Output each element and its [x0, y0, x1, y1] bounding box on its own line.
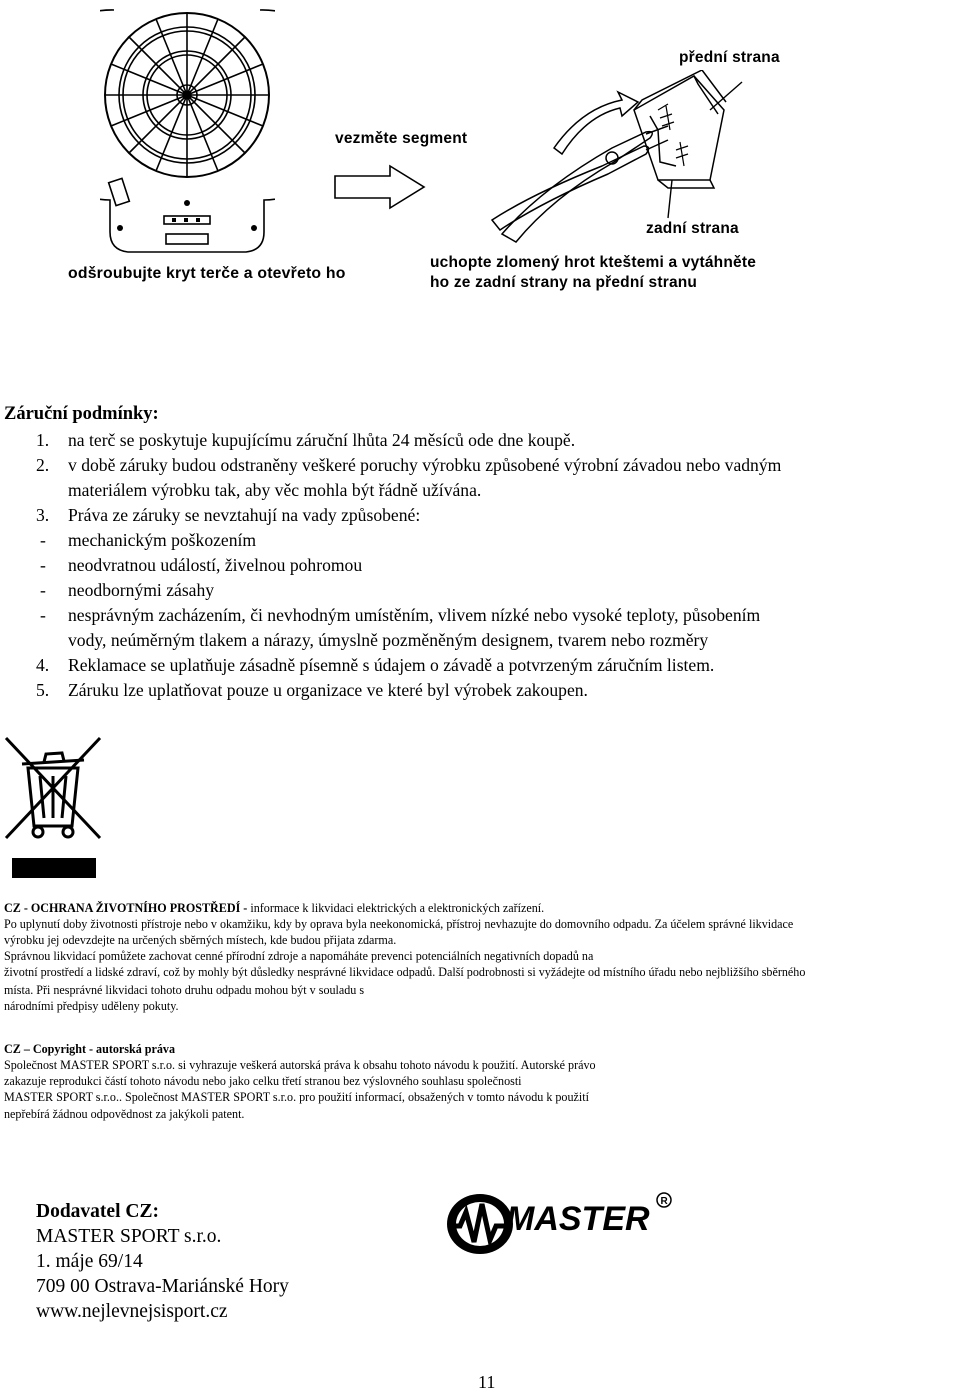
- copyright-line: nepřebírá žádnou odpovědnost za jakýkoli patent.: [4, 1107, 245, 1121]
- take-segment-label: vezměte segment: [335, 130, 468, 147]
- copyright-line: Společnost MASTER SPORT s.r.o. si vyhrazuje veškerá autorská práva k obsahu tohoto návodu k použití. Autorské právo: [4, 1058, 596, 1072]
- warranty-title: Záruční podmínky:: [4, 404, 159, 424]
- page-number: 11: [478, 1372, 496, 1392]
- supplier-web: www.nejlevnejsisport.cz: [36, 1301, 228, 1322]
- master-logo-text: MASTER: [506, 1200, 650, 1238]
- supplier-street: 1. máje 69/14: [36, 1251, 143, 1272]
- master-logo: [444, 1190, 674, 1260]
- environment-line: výrobku jej odevzdejte na určených sběrných místech, kde budou přijata zdarma.: [4, 933, 397, 947]
- registered-mark: R: [660, 1196, 668, 1207]
- environment-line: Správnou likvidací pomůžete zachovat cenné přírodní zdroje a napomáháte prevenci potenciálních negativních dopadů na: [4, 949, 594, 963]
- back-side-label: zadní strana: [646, 220, 739, 237]
- environment-line: životní prostředí a lidské zdraví, což by mohly být důsledky nesprávné likvidace odpadů. Další podrobnosti si vyžádejte od místního úřadu nebo nejbližšího sběrného: [4, 965, 806, 979]
- pull-tip-label-line1: uchopte zlomený hrot kteštemi a vytáhněte: [430, 254, 757, 271]
- copyright-title: CZ – Copyright - autorská práva: [4, 1042, 176, 1056]
- supplier-title: Dodavatel CZ:: [36, 1201, 159, 1222]
- dartboard-illustration: [100, 0, 275, 262]
- supplier-city: 709 00 Ostrava-Mariánské Hory: [36, 1276, 289, 1297]
- pull-tip-label-line2: ho ze zadní strany na přední stranu: [430, 274, 698, 291]
- copyright-line: zakazuje reprodukci částí tohoto návodu nebo jako celku třetí stranou bez výslovného souhlasu společnosti: [4, 1074, 522, 1088]
- environment-line: Po uplynutí doby životnosti přístroje nebo v okamžiku, kdy by oprava byla neekonomická, přístroj nevhazujte do domovního odpadu. Za účelem správné likvidace: [4, 917, 794, 931]
- supplier-company: MASTER SPORT s.r.o.: [36, 1226, 222, 1247]
- unscrew-label: odšroubujte kryt terče a otevřeto ho: [68, 265, 346, 282]
- environment-title-line: CZ - OCHRANA ŽIVOTNÍHO PROSTŘEDÍ - informace k likvidaci elektrických a elektronických zařízení.: [4, 901, 545, 915]
- environment-line: místa. Při nesprávné likvidaci tohoto druhu odpadu mohou být v souladu s: [4, 983, 365, 997]
- environment-title: CZ - OCHRANA ŽIVOTNÍHO PROSTŘEDÍ -: [4, 901, 248, 915]
- front-side-label: přední strana: [679, 49, 780, 66]
- environment-line: národními předpisy uděleny pokuty.: [4, 999, 179, 1013]
- crossed-bin-icon: [4, 734, 104, 880]
- copyright-line: MASTER SPORT s.r.o.. Společnost MASTER SPORT s.r.o. pro použití informací, obsažených v tomto návodu k použití: [4, 1090, 589, 1104]
- arrow-right-icon: [332, 163, 428, 211]
